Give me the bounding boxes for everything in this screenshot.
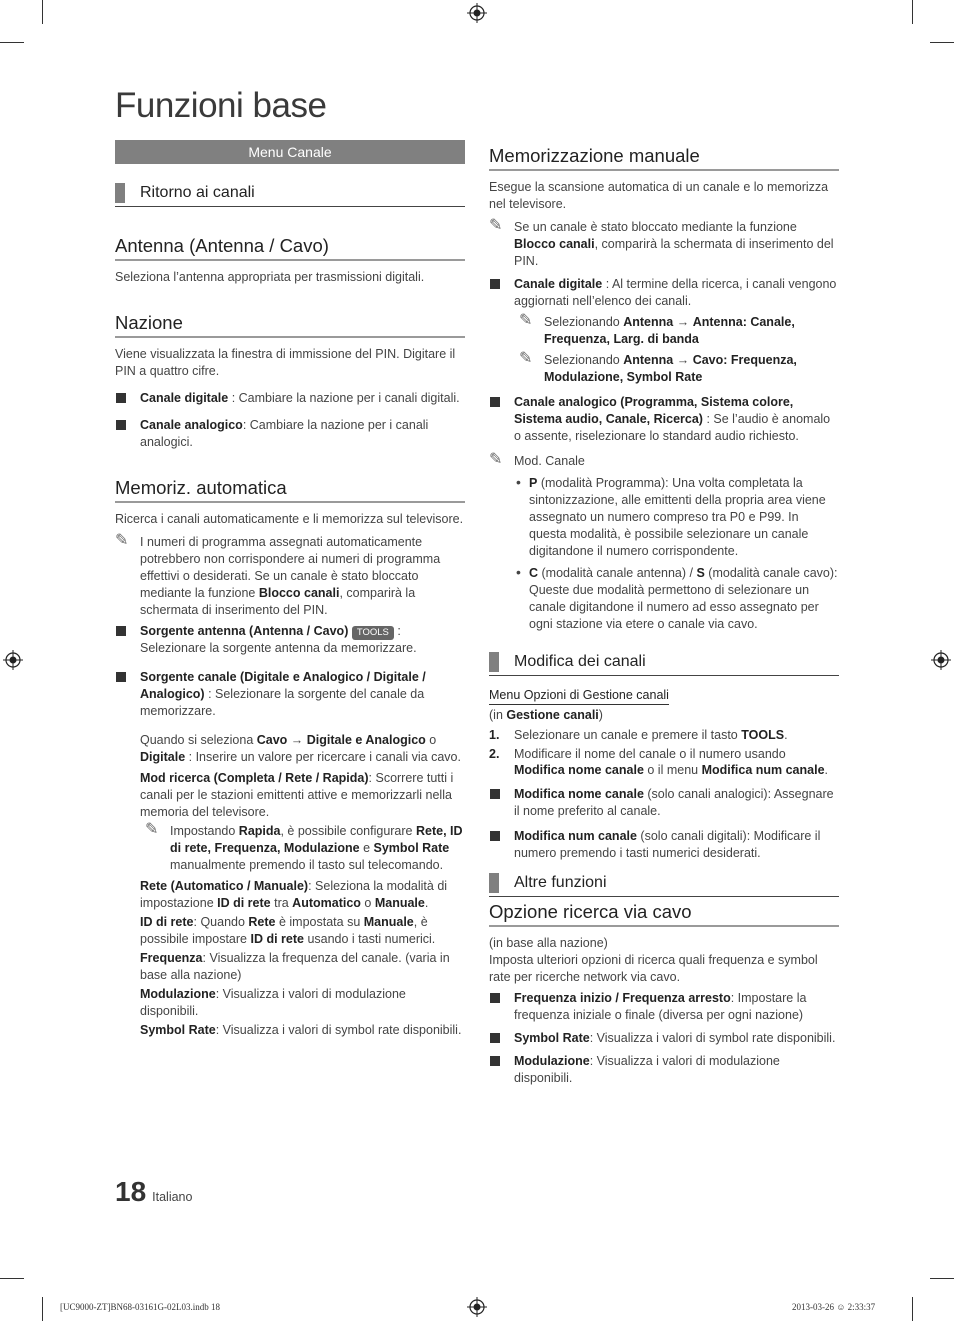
bold: Automatico [292,896,361,910]
text: : Visualizza i valori di modulazione disponibili. [140,987,406,1018]
note [115,534,465,619]
bullet-icon [490,789,500,799]
item-text: : Visualizza i valori di modulazione disponibili. [514,1054,780,1085]
note [519,314,839,348]
bullet-icon [116,420,126,430]
list-item [489,828,839,862]
bold: Digitale e Analogico [306,733,426,747]
menu-opzioni-label: Menu Opzioni di Gestione canali [489,688,669,705]
bold: ID di rete [217,896,271,910]
bold: Rete, ID di rete, Frequenza, Modulazione [170,824,463,855]
note-text: , comparirà la schermata di inserimento del PIN. [140,586,416,617]
heading-opzione-ricerca: Opzione ricerca via cavo [489,901,839,927]
item-text: (solo canali analogici): Assegnare il nome preferito al canale. [514,787,834,818]
bold: ID di rete [140,915,194,929]
manuale-desc: Esegue la scansione automatica di un canale e lo memorizza nel televisore. [489,180,829,211]
bold: TOOLS [741,728,785,742]
note-text: I numeri di programma assegnati automaticamente potrebbero non corrispondere ai numeri di programma effettivi o desiderati. Se un canale è stato bloccato mediante la funzione [140,535,441,600]
menu-opzioni-row [489,686,839,705]
opzione-desc: Imposta ulteriori opzioni di ricerca quali frequenza e symbol rate per ricerche network via cavo. [489,953,818,984]
bullet-icon [490,993,500,1003]
item-label: Modifica nome canale [514,787,644,801]
item-label: Sorgente antenna (Antenna / Cavo) [140,624,349,638]
registration-mark-icon [467,1297,487,1317]
text: Modificare il nome del canale o il numero usando [514,747,786,761]
text: o [425,733,437,747]
crop-mark [912,1297,913,1321]
page-title: Funzioni base [115,86,327,125]
text: Selezionando [544,353,624,367]
crop-mark [930,42,954,43]
item-label: Modulazione [514,1054,590,1068]
text: → [673,315,693,329]
text: , è possibile impostare [140,915,428,946]
bold: Manuale [374,896,425,910]
print-slug-file: [UC9000-ZT]BN68-03161G-02L03.indb 18 [60,1302,220,1312]
heading-memorizzazione-manuale: Memorizzazione manuale [489,145,839,171]
crop-mark [42,0,43,24]
bullet-icon [116,626,126,636]
bold: S [696,566,705,580]
bold: Rapida [238,824,281,838]
item-label: Sorgente canale (Digitale e Analogico / Digitale / Analogico) [140,670,426,701]
text: . [824,762,829,777]
bold: C [529,566,539,580]
registration-mark-icon [3,650,23,670]
bold: Manuale [363,915,414,929]
text: ) [598,708,603,722]
item-text: : Se l’audio è anomalo o assente, riselezionare lo standard audio richiesto. [514,412,831,443]
list-item [489,394,839,445]
text: Selezionando [544,315,624,329]
bold: Modifica num canale [701,762,825,777]
symbol-rate-paragraph [115,1022,465,1039]
text: manualmente premendo il tasto sul telecomando. [170,858,444,872]
subheading-altre: Altre funzioni [489,870,839,897]
list-item [115,417,465,451]
bold: Symbol Rate [140,1023,216,1037]
bold: Rete [248,915,276,929]
item-label: Frequenza inizio / Frequenza arresto [514,991,731,1005]
bold: Modifica nome canale [514,762,644,777]
pencil-note-icon: ✎ [489,217,503,234]
note [145,823,465,874]
list-item [115,390,465,407]
registration-mark-icon [467,3,487,23]
item-text: : Cambiare la nazione per i canali digitali. [228,391,460,405]
list-item [514,475,839,560]
list-item: Sorgente antenna (Antenna / Cavo) TOOLS : Selezionare la sorgente antenna da memorizzare. [115,623,465,657]
item-label: Canale analogico [140,418,243,432]
dot-bullet-icon: • [516,564,521,580]
text: (modalità canale antenna) / [538,566,697,580]
bold: Cavo: Frequenza, Modulazione, Symbol Rate [544,353,797,384]
numbered-item [489,727,839,744]
text: → [287,733,307,747]
list-item [489,1030,839,1047]
item-number: 1. [489,728,500,742]
item-text: Selezionare la sorgente antenna da memorizzare. [140,641,417,655]
text: (modalità canale cavo): Queste due modalità permettono di selezionare un canale digitandone il numero ad esso assegnato per ogni stazione via etere o canale via cavo. [529,566,838,631]
list-item [489,1053,839,1087]
text: : Quando [193,915,249,929]
text: : Scorrere tutti i canali per le stazioni emittenti attive e memorizzarli nella memoria del televisore. [140,771,454,819]
mod-ricerca-paragraph [115,770,465,821]
item-text: : Visualizza i valori di symbol rate disponibili. [589,1031,836,1045]
text: o il menu [643,762,702,777]
nazione-desc: Viene visualizzata la finestra di immissione del PIN. Digitare il PIN a quattro cifre. [115,347,456,378]
cavo-paragraph [115,732,465,766]
crop-mark [930,1278,954,1279]
in-gestione [489,707,839,724]
item-label: Canale digitale [140,391,229,405]
note [489,453,839,470]
list-item [489,786,839,820]
text: tra [270,896,293,910]
text: . [784,728,788,742]
text: (in [489,708,507,722]
text: Selezionare un canale e premere il tasto [514,728,742,742]
text: e [359,841,374,855]
bullet-icon [490,831,500,841]
text: : Inserire un valore per ricercare i canali via cavo. [185,750,461,764]
pencil-note-icon: ✎ [115,532,129,549]
print-slug-date: 2013-03-26 ☺ 2:33:37 [792,1302,876,1312]
bullet-icon [490,397,500,407]
item-text: : Impostare la frequenza iniziale o finale (diversa per ogni nazione) [514,991,807,1022]
registration-mark-icon [931,650,951,670]
pencil-note-icon: ✎ [145,821,159,838]
text: : Visualizza i valori di symbol rate disponibili. [215,1023,462,1037]
rete-paragraph [115,878,465,912]
right-column [489,140,839,1087]
pencil-note-icon: ✎ [489,451,503,468]
crop-mark [912,0,913,24]
bold: Antenna [623,315,674,329]
text: : Visualizza la frequenza del canale. (varia in base alla nazione) [140,951,450,982]
heading-memoriz: Memoriz. automatica [115,477,465,503]
note [489,219,839,270]
bold: Digitale [140,750,186,764]
text: . [424,896,429,910]
text: : Seleziona la modalità di impostazione [140,879,448,910]
bold: Frequenza [140,951,203,965]
bold: P [529,476,538,490]
bold: Rete (Automatico / Manuale) [140,879,309,893]
bullet-icon [490,1056,500,1066]
bold: Antenna: Canale, Frequenza, Larg. di banda [544,315,795,346]
antenna-desc: Seleziona l’antenna appropriata per trasmissioni digitali. [115,270,425,284]
page-footer [115,1176,192,1208]
list-item [115,669,465,720]
item-label: Canale analogico (Programma, Sistema colore, Sistema audio, Canale, Ricerca) [514,395,794,426]
item-label: Symbol Rate [514,1031,590,1045]
text: usando i tasti numerici. [303,932,436,946]
numbered-item [489,747,839,778]
item-text: (solo canali digitali): Modificare il numero premendo i tasti numerici desiderati. [514,829,821,860]
list-item [489,276,839,310]
bullet-icon [116,672,126,682]
menu-canale-bar: Menu Canale [115,140,465,164]
item-number: 2. [489,747,500,761]
bold: Symbol Rate [373,841,450,855]
modulazione-paragraph [115,986,465,1020]
item-text: : Al termine della ricerca, i canali vengono aggiornati nell’elenco dei canali. [514,277,837,308]
text: , è possibile configurare [280,824,416,838]
list-item [514,565,839,633]
crop-mark [0,42,24,43]
heading-antenna: Antenna (Antenna / Cavo) [115,235,465,261]
item-label: Canale digitale [514,277,603,291]
text: Quando si seleziona [140,733,257,747]
heading-nazione: Nazione [115,312,465,338]
list-item [489,990,839,1024]
left-column [115,140,465,1039]
bold: Cavo [256,733,288,747]
crop-mark [42,1297,43,1321]
note [519,352,839,386]
page-number: 18 [115,1176,147,1207]
text: Mod. Canale [514,454,585,468]
text: è impostata su [275,915,364,929]
id-rete-paragraph [115,914,465,948]
frequenza-paragraph [115,950,465,984]
subheading-ritorno: Ritorno ai canali [115,180,465,207]
dot-bullet-icon: • [516,474,521,490]
bold: Antenna [623,353,674,367]
text: Se un canale è stato bloccato mediante la funzione [514,220,797,234]
pencil-note-icon: ✎ [519,350,533,367]
text: o [360,896,375,910]
memoriz-desc: Ricerca i canali automaticamente e li memorizza sul televisore. [115,512,464,526]
bold: Blocco canali [514,237,595,251]
bold: Gestione canali [506,708,599,722]
tools-badge-icon: TOOLS [352,626,394,640]
subheading-modifica: Modifica dei canali [489,649,839,676]
text: (modalità Programma): Una volta completata la sintonizzazione, alle emittenti della propria area viene assegnato un numero compreso tra P0 e P99. In questa modalità, è possibile selezionare un canale digitandone il numero corrispondente. [529,476,826,558]
bold: ID di rete [250,932,304,946]
text: , comparirà la schermata di inserimento del PIN. [514,237,834,268]
item-text: : Cambiare la nazione per i canali analogici. [140,418,429,449]
bullet-icon [490,1033,500,1043]
text: → [673,353,693,367]
item-text: : Selezionare la sorgente del canale da memorizzare. [140,687,425,718]
item-label: Modifica num canale [514,829,637,843]
bold: Mod ricerca (Completa / Rete / Rapida) [140,771,369,785]
in-base-nazione: (in base alla nazione) [489,936,608,950]
crop-mark [0,1278,24,1279]
bullet-icon [116,393,126,403]
bold: Modulazione [140,987,216,1001]
bullet-icon [490,279,500,289]
text: Impostando [170,824,239,838]
language-label: Italiano [152,1190,193,1204]
pencil-note-icon: ✎ [519,312,533,329]
note-bold: Blocco canali [258,586,340,600]
